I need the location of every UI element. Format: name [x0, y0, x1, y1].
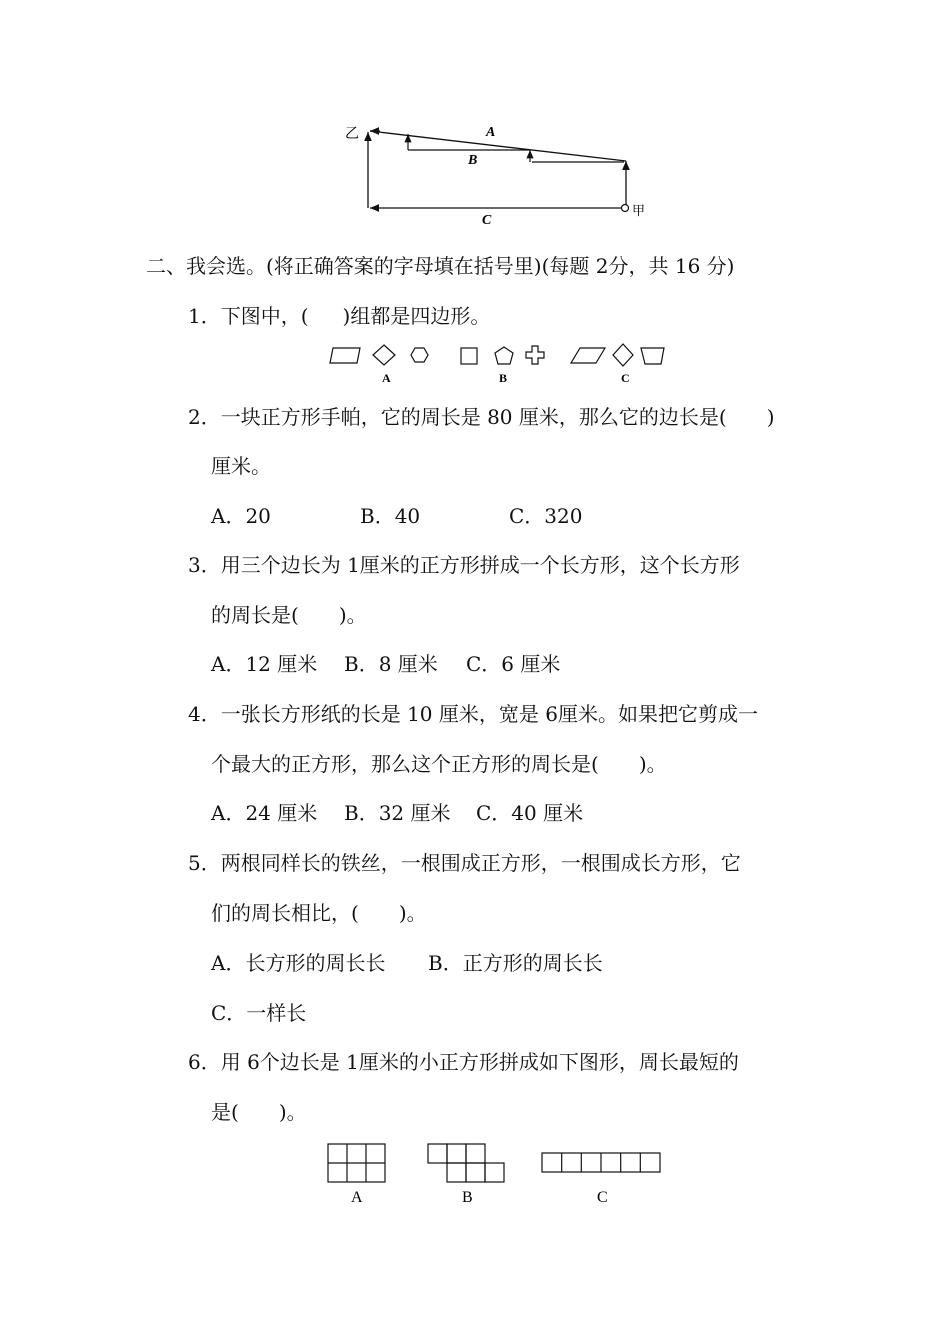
shape-a-parallelogram: [330, 348, 360, 363]
section-heading: 二、我会选。(将正确答案的字母填在括号里)(每题 2分，共 16 分): [146, 254, 735, 278]
q4-line1: 4．一张长方形纸的长是 10 厘米，宽是 6厘米。如果把它剪成一: [188, 702, 758, 726]
q5-line2-after: )。: [398, 901, 427, 925]
shape-b-cross: [526, 346, 544, 364]
path-diagram: [340, 118, 660, 228]
q5-option-b[interactable]: B．正方形的周长长: [428, 951, 603, 975]
q4-line2: [211, 752, 667, 776]
q1-text-before: 1．下图中，(: [188, 304, 309, 328]
q4-option-a[interactable]: A．24 厘米: [211, 801, 318, 825]
q2-line2: 厘米。: [211, 454, 271, 478]
q4-option-c[interactable]: C．40 厘米: [476, 801, 584, 825]
q6-line2: [211, 1100, 307, 1124]
q6-figure-c: [542, 1153, 660, 1172]
q2-line1: [188, 405, 775, 429]
q3-line2: [211, 603, 367, 627]
q3-line2-after: )。: [338, 603, 367, 627]
q6-label-c: C: [597, 1189, 608, 1206]
q3-line1: 3．用三个边长为 1厘米的正方形拼成一个长方形，这个长方形: [188, 553, 740, 577]
q3-option-b[interactable]: B．8 厘米: [344, 652, 438, 676]
shape-b-square: [461, 348, 477, 364]
q3-option-c[interactable]: C．6 厘米: [466, 652, 561, 676]
q6-figure-b: [428, 1144, 504, 1182]
q5-line2-before: 们的周长相比，(: [211, 901, 359, 925]
q6-label-a: A: [351, 1189, 363, 1206]
q6-line2-after: )。: [278, 1100, 307, 1124]
shape-a-rhombus: [373, 345, 395, 365]
q5-option-c[interactable]: C．一样长: [211, 1001, 307, 1025]
q6-figures: [320, 1136, 670, 1212]
shape-a-hexagon: [411, 348, 428, 362]
q5-line1: 5．两根同样长的铁丝，一根围成正方形，一根围成长方形，它: [188, 851, 741, 875]
q2-line1-before: 2．一块正方形手帕，它的周长是 80 厘米，那么它的边长是(: [188, 405, 727, 429]
q4-line2-after: )。: [638, 752, 667, 776]
q3-option-a[interactable]: A．12 厘米: [211, 652, 318, 676]
q6-label-b: B: [462, 1189, 473, 1206]
label-b: B: [468, 153, 478, 168]
q6-line1: 6．用 6个边长是 1厘米的小正方形拼成如下图形，周长最短的: [188, 1050, 739, 1074]
q2-option-b[interactable]: B．40: [360, 504, 421, 528]
start-point: [622, 205, 629, 212]
q4-line2-before: 个最大的正方形，那么这个正方形的周长是(: [211, 752, 599, 776]
q1-label-a: A: [382, 371, 391, 385]
q1-stem: [188, 304, 490, 328]
q4-option-b[interactable]: B．32 厘米: [344, 801, 451, 825]
q5-option-a[interactable]: A．长方形的周长长: [211, 951, 386, 975]
shape-c-rhombus: [613, 344, 633, 366]
q6-line2-before: 是(: [211, 1100, 239, 1124]
shape-c-parallelogram: [571, 348, 605, 363]
shape-c-trapezoid: [641, 348, 664, 364]
q5-line2: [211, 901, 427, 925]
q6-figure-a: [328, 1144, 385, 1182]
q1-label-c: C: [621, 371, 630, 385]
shape-b-pentagon: [495, 347, 513, 364]
q1-label-b: B: [499, 371, 508, 385]
q1-text-after: )组都是四边形。: [342, 304, 491, 328]
q3-line2-before: 的周长是(: [211, 603, 299, 627]
label-c: C: [482, 213, 492, 228]
q2-line1-after: ): [766, 405, 775, 429]
q1-shapes: [326, 340, 672, 388]
label-jia: 甲: [632, 203, 646, 218]
q2-option-a[interactable]: A．20: [211, 504, 271, 528]
q2-option-c[interactable]: C．320: [509, 504, 583, 528]
label-yi: 乙: [345, 127, 359, 142]
label-a: A: [486, 125, 496, 140]
